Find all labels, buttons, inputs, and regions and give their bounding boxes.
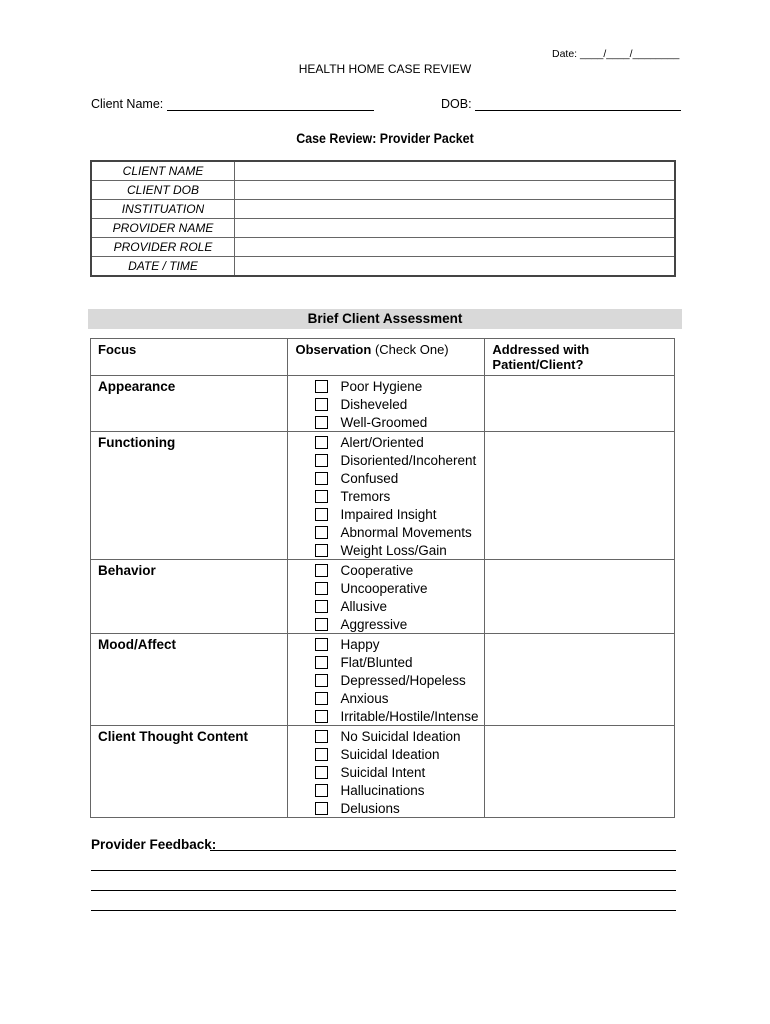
observation-option[interactable] <box>288 433 484 451</box>
checkbox[interactable] <box>315 564 328 577</box>
focus-label: Client Thought Content <box>91 726 288 818</box>
option-label: Cooperative <box>340 562 414 578</box>
info-row <box>91 161 675 181</box>
info-row <box>91 219 675 238</box>
option-label: Confused <box>340 470 399 486</box>
info-row-value[interactable] <box>235 200 676 219</box>
observation-option[interactable] <box>288 763 484 781</box>
info-row-value[interactable] <box>235 161 676 181</box>
assessment-row <box>91 432 675 560</box>
option-label: Disheveled <box>340 396 408 412</box>
provider-feedback-label: Provider Feedback: <box>91 837 217 852</box>
checkbox[interactable] <box>315 398 328 411</box>
info-row <box>91 238 675 257</box>
info-row-label: PROVIDER ROLE <box>91 238 235 257</box>
focus-label: Mood/Affect <box>91 634 288 726</box>
info-row-label: PROVIDER NAME <box>91 219 235 238</box>
observation-option[interactable] <box>288 635 484 653</box>
observation-header-label: Observation <box>295 342 372 357</box>
addressed-cell[interactable] <box>485 634 675 726</box>
checkbox[interactable] <box>315 710 328 723</box>
observation-option[interactable] <box>288 689 484 707</box>
client-name-blank[interactable] <box>167 98 374 111</box>
assessment-table <box>90 338 675 818</box>
observation-option[interactable] <box>288 707 484 725</box>
observation-option[interactable] <box>288 451 484 469</box>
observation-options <box>288 634 485 726</box>
checkbox[interactable] <box>315 436 328 449</box>
feedback-line[interactable] <box>91 910 676 911</box>
assessment-title: Brief Client Assessment <box>88 309 682 329</box>
checkbox[interactable] <box>315 600 328 613</box>
checkbox[interactable] <box>315 748 328 761</box>
option-label: Depressed/Hopeless <box>340 672 466 688</box>
info-row <box>91 181 675 200</box>
option-label: Well-Groomed <box>340 414 428 430</box>
dob-blank[interactable] <box>475 98 681 111</box>
option-label: Alert/Oriented <box>340 434 424 450</box>
addressed-header: Addressed with Patient/Client? <box>485 339 675 376</box>
info-row-value[interactable] <box>235 238 676 257</box>
option-label: Irritable/Hostile/Intense <box>340 708 479 724</box>
observation-option[interactable] <box>288 377 484 395</box>
observation-options <box>288 376 485 432</box>
assessment-row <box>91 560 675 634</box>
checkbox[interactable] <box>315 730 328 743</box>
info-row-label: INSTITUATION <box>91 200 235 219</box>
observation-option[interactable] <box>288 413 484 431</box>
info-row-value[interactable] <box>235 257 676 277</box>
document-title: HEALTH HOME CASE REVIEW <box>298 62 472 76</box>
observation-option[interactable] <box>288 781 484 799</box>
observation-option[interactable] <box>288 727 484 745</box>
option-label: Weight Loss/Gain <box>340 542 447 558</box>
option-label: Happy <box>340 636 380 652</box>
option-label: Poor Hygiene <box>340 378 423 394</box>
observation-option[interactable] <box>288 615 484 633</box>
observation-option[interactable] <box>288 579 484 597</box>
option-label: Delusions <box>340 800 400 816</box>
observation-options <box>288 432 485 560</box>
addressed-cell[interactable] <box>485 376 675 432</box>
feedback-line[interactable] <box>91 890 676 891</box>
checkbox[interactable] <box>315 656 328 669</box>
focus-label: Behavior <box>91 560 288 634</box>
info-row-value[interactable] <box>235 219 676 238</box>
checkbox[interactable] <box>315 508 328 521</box>
assessment-row <box>91 726 675 818</box>
info-row <box>91 200 675 219</box>
option-label: Abnormal Movements <box>340 524 472 540</box>
dob-field[interactable] <box>441 97 681 111</box>
observation-options <box>288 726 485 818</box>
assessment-row <box>91 376 675 432</box>
option-label: Aggressive <box>340 616 408 632</box>
option-label: Flat/Blunted <box>340 654 413 670</box>
observation-option[interactable] <box>288 487 484 505</box>
option-label: Suicidal Intent <box>340 764 426 780</box>
checkbox[interactable] <box>315 674 328 687</box>
info-row-label: CLIENT DOB <box>91 181 235 200</box>
observation-option[interactable] <box>288 745 484 763</box>
observation-option[interactable] <box>288 799 484 817</box>
option-label: Disoriented/Incoherent <box>340 452 477 468</box>
observation-options <box>288 560 485 634</box>
option-label: Anxious <box>340 690 389 706</box>
feedback-line[interactable] <box>91 870 676 871</box>
option-label: No Suicidal Ideation <box>340 728 461 744</box>
checkbox[interactable] <box>315 472 328 485</box>
observation-option[interactable] <box>288 469 484 487</box>
observation-option[interactable] <box>288 561 484 579</box>
observation-option[interactable] <box>288 541 484 559</box>
observation-option[interactable] <box>288 597 484 615</box>
addressed-cell[interactable] <box>485 726 675 818</box>
option-label: Allusive <box>340 598 387 614</box>
observation-option[interactable] <box>288 523 484 541</box>
option-label: Uncooperative <box>340 580 428 596</box>
addressed-cell[interactable] <box>485 560 675 634</box>
checkbox[interactable] <box>315 802 328 815</box>
info-row-value[interactable] <box>235 181 676 200</box>
focus-label: Functioning <box>91 432 288 560</box>
date-field[interactable]: Date: ____/____/________ <box>552 48 680 60</box>
option-label: Tremors <box>340 488 391 504</box>
checkbox[interactable] <box>315 526 328 539</box>
client-info-table <box>90 160 676 277</box>
checkbox[interactable] <box>315 692 328 705</box>
checkbox[interactable] <box>315 544 328 557</box>
info-row <box>91 257 675 277</box>
focus-label: Appearance <box>91 376 288 432</box>
addressed-cell[interactable] <box>485 432 675 560</box>
observation-header <box>288 339 485 376</box>
checkbox[interactable] <box>315 618 328 631</box>
assessment-row <box>91 634 675 726</box>
feedback-line[interactable] <box>210 850 676 851</box>
checkbox[interactable] <box>315 766 328 779</box>
checkbox[interactable] <box>315 416 328 429</box>
checkbox[interactable] <box>315 454 328 467</box>
observation-option[interactable] <box>288 671 484 689</box>
checkbox[interactable] <box>315 784 328 797</box>
checkbox[interactable] <box>315 490 328 503</box>
observation-header-note: (Check One) <box>374 342 449 357</box>
observation-option[interactable] <box>288 505 484 523</box>
option-label: Impaired Insight <box>340 506 437 522</box>
observation-option[interactable] <box>288 395 484 413</box>
client-name-field[interactable] <box>91 97 374 111</box>
checkbox[interactable] <box>315 582 328 595</box>
client-name-label: Client Name: <box>91 97 164 111</box>
info-row-label: DATE / TIME <box>91 257 235 277</box>
option-label: Suicidal Ideation <box>340 746 440 762</box>
checkbox[interactable] <box>315 380 328 393</box>
checkbox[interactable] <box>315 638 328 651</box>
dob-label: DOB: <box>441 97 472 111</box>
page-subtitle: Case Review: Provider Packet <box>296 131 474 146</box>
option-label: Hallucinations <box>340 782 425 798</box>
focus-header: Focus <box>91 339 288 376</box>
info-row-label: CLIENT NAME <box>91 161 235 181</box>
observation-option[interactable] <box>288 653 484 671</box>
